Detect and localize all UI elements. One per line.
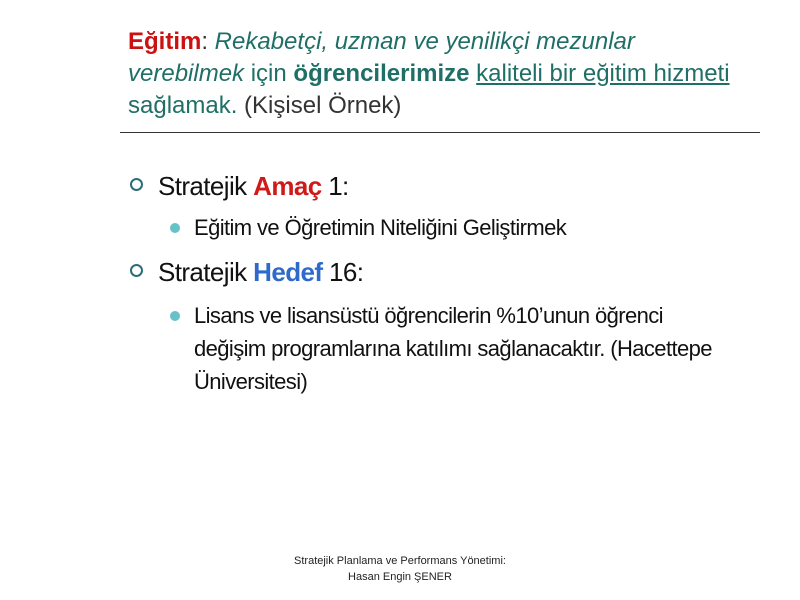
title-connector: için (244, 60, 294, 87)
item-1-suffix: 1: (321, 171, 349, 201)
footer-line-2: Hasan Engin ŞENER (348, 571, 452, 583)
item-1-keyword: Amaç (253, 171, 322, 201)
title-tail: sağlamak. (128, 92, 238, 119)
hollow-circle-bullet-icon (130, 178, 143, 191)
hollow-circle-bullet-icon (130, 264, 143, 277)
title-term: Eğitim (128, 28, 202, 55)
item-2-keyword: Hedef (253, 257, 323, 287)
footer-line-1: Stratejik Planlama ve Performans Yönetimi: (294, 555, 506, 567)
title-bold-word: öğrencilerimize (293, 60, 470, 87)
sub-bullet-item-2-text: Lisans ve lisansüstü öğrencilerin %10’unun öğrenci değişim programlarına katılımı sağlanacaktır. (Hacettepe Üniversitesi) (194, 303, 712, 394)
item-2-prefix: Stratejik (158, 257, 254, 287)
title-divider (120, 132, 760, 133)
title-italic-phrase: Rekabetçi, uzman ve yenilikçi mezunlar verebilmek (128, 28, 635, 87)
slide-title (128, 26, 738, 122)
filled-dot-bullet-icon (170, 223, 180, 233)
title-underlined-phrase: kaliteli bir eğitim hizmeti (476, 60, 730, 87)
filled-dot-bullet-icon (170, 311, 180, 321)
sub-bullet-item-1-text: Eğitim ve Öğretimin Niteliğini Geliştirmek (194, 215, 567, 240)
title-colon: : (201, 28, 209, 55)
item-2-suffix: 16: (322, 257, 364, 287)
item-1-prefix: Stratejik (158, 171, 254, 201)
bullet-item-2-text (158, 257, 363, 287)
slide-footer (250, 553, 550, 585)
bullet-item-1-text (158, 171, 349, 201)
title-note: (Kişisel Örnek) (237, 92, 402, 119)
